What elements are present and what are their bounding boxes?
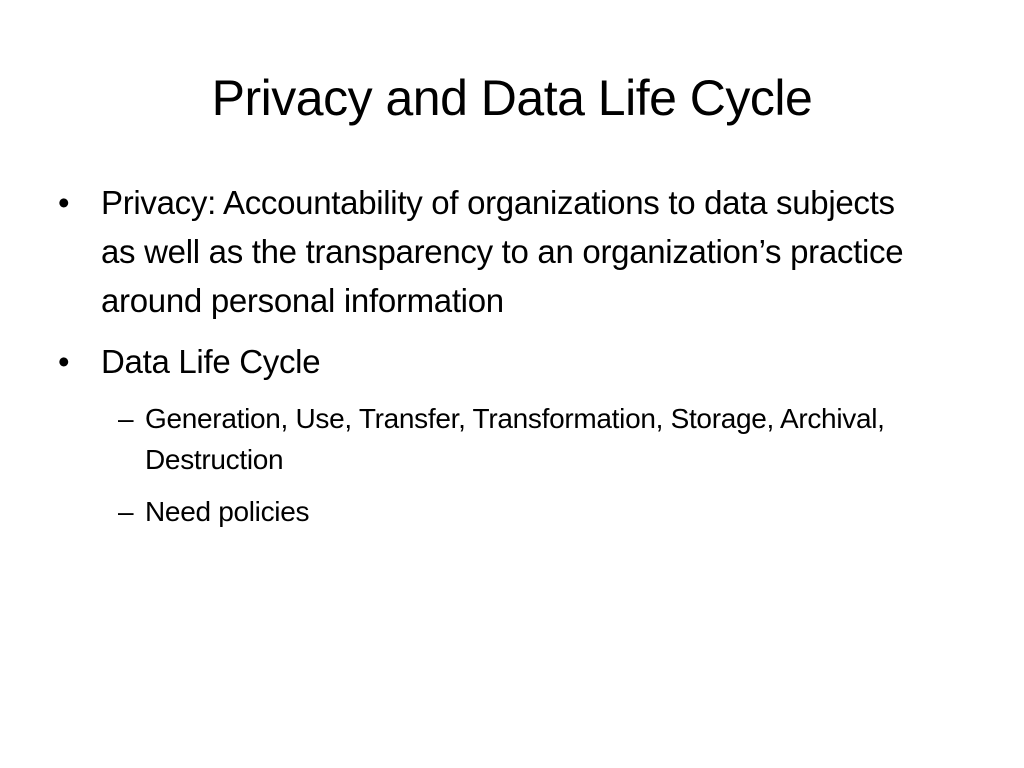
sub-bullet-list	[118, 398, 936, 532]
bullet-marker: •	[58, 343, 70, 380]
bullet-privacy	[56, 178, 936, 325]
sub-bullet-stages	[118, 398, 936, 480]
sub-bullet-policies	[118, 491, 936, 532]
sub-bullet-marker: –	[118, 403, 134, 434]
sub-bullet-text: Need policies	[145, 496, 310, 527]
bullet-text: Privacy: Accountability of organizations to data subjects as well as the transparency to an organization’s practice around personal information	[101, 184, 904, 319]
bullet-marker: •	[58, 184, 70, 221]
slide-content	[56, 178, 936, 543]
sub-bullet-marker: –	[118, 496, 134, 527]
bullet-data-life-cycle	[56, 337, 936, 386]
bullet-text: Data Life Cycle	[101, 343, 321, 380]
slide-title: Privacy and Data Life Cycle	[211, 70, 813, 126]
sub-bullet-text: Generation, Use, Transfer, Transformation, Storage, Archival, Destruction	[145, 403, 885, 475]
